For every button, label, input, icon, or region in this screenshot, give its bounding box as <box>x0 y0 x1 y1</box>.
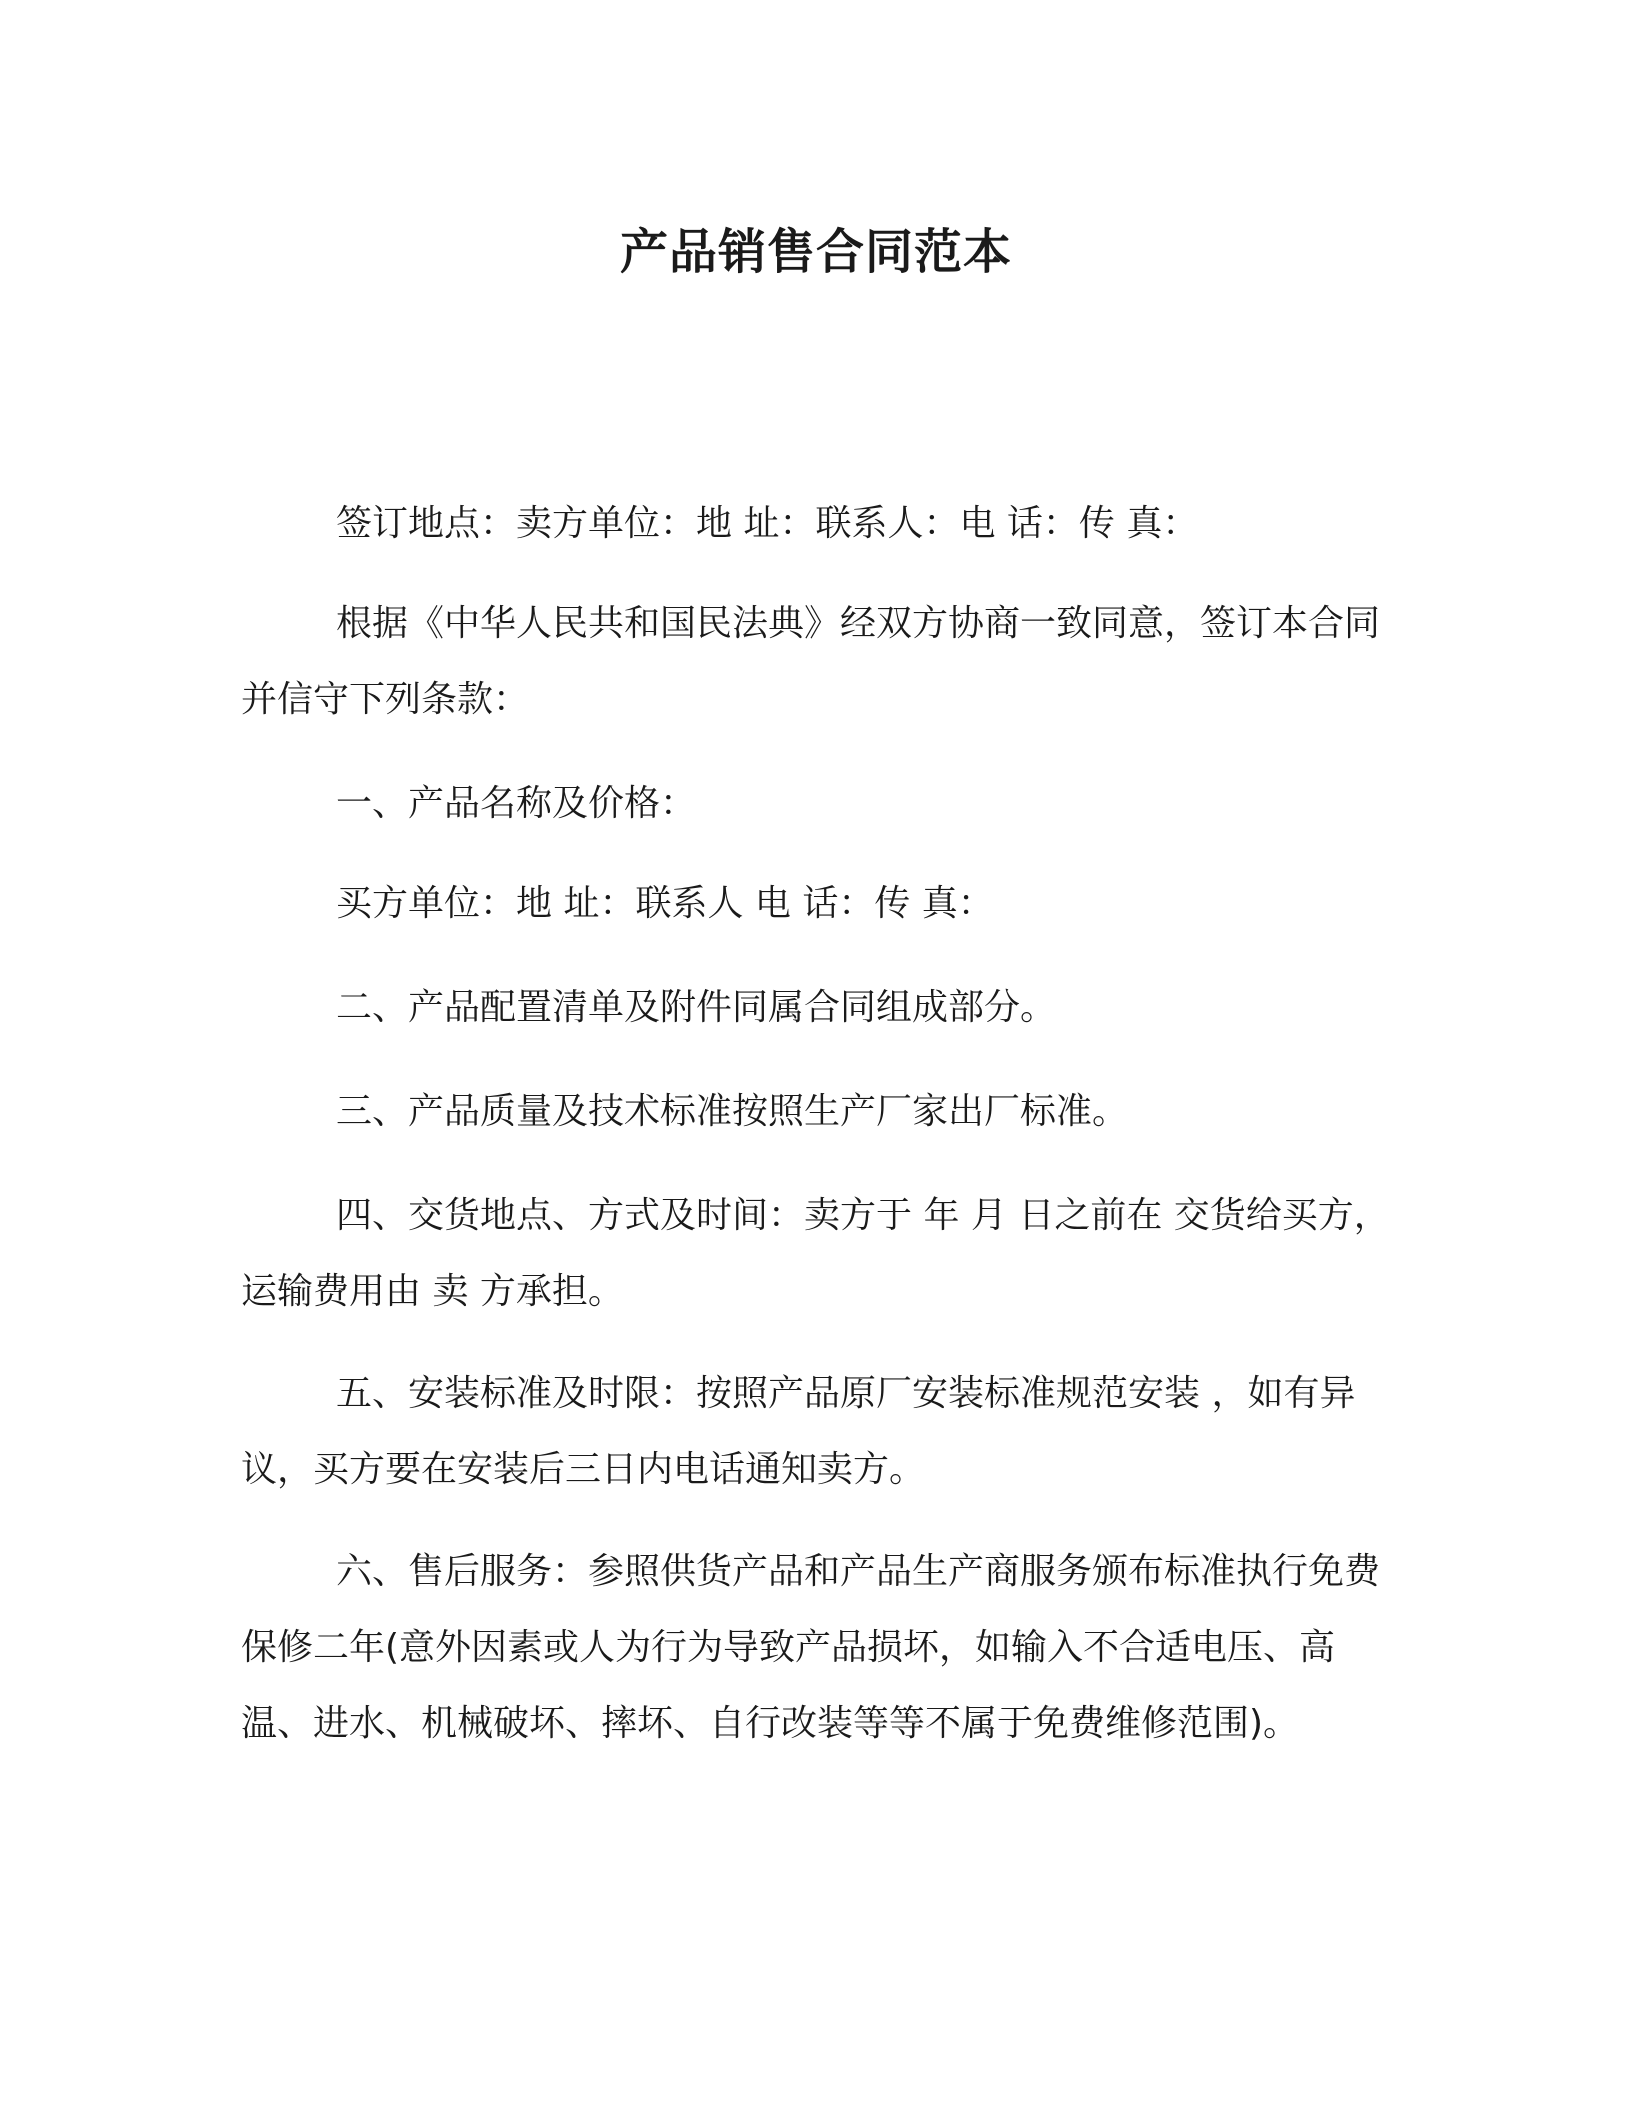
document-title: 产品销售合同范本 <box>619 224 1012 280</box>
paragraph-clause-5: 五、安装标准及时限：按照产品原厂安装标准规范安装 ，如有异议，买方要在安装后三日内电话通知卖方。 <box>241 1373 1356 1490</box>
paragraph-signing-info: 签订地点：卖方单位：地 址：联系人：电 话：传 真： <box>336 503 1199 544</box>
paragraph-clause-2: 二、产品配置清单及附件同属合同组成部分。 <box>336 987 1057 1028</box>
paragraph-clause-4: 四、交货地点、方式及时间：卖方于 年 月 日之前在 交货给买方，运输费用由 卖 方承担。 <box>241 1195 1390 1312</box>
paragraph-clause-3: 三、产品质量及技术标准按照生产厂家出厂标准。 <box>336 1091 1129 1132</box>
paragraph-clause-6: 六、售后服务：参照供货产品和产品生产商服务颁布标准执行免费保修二年(意外因素或人为行为导致产品损坏，如输入不合适电压、高温、进水、机械破坏、摔坏、自行改装等等不属于免费维修范围)。 <box>241 1551 1381 1744</box>
paragraph-buyer-info: 买方单位：地 址：联系人 电 话：传 真： <box>336 883 994 924</box>
paragraph-clause-1: 一、产品名称及价格： <box>336 783 697 824</box>
paragraph-preamble: 根据《中华人民共和国民法典》经双方协商一致同意，签订本合同并信守下列条款： <box>241 603 1381 720</box>
